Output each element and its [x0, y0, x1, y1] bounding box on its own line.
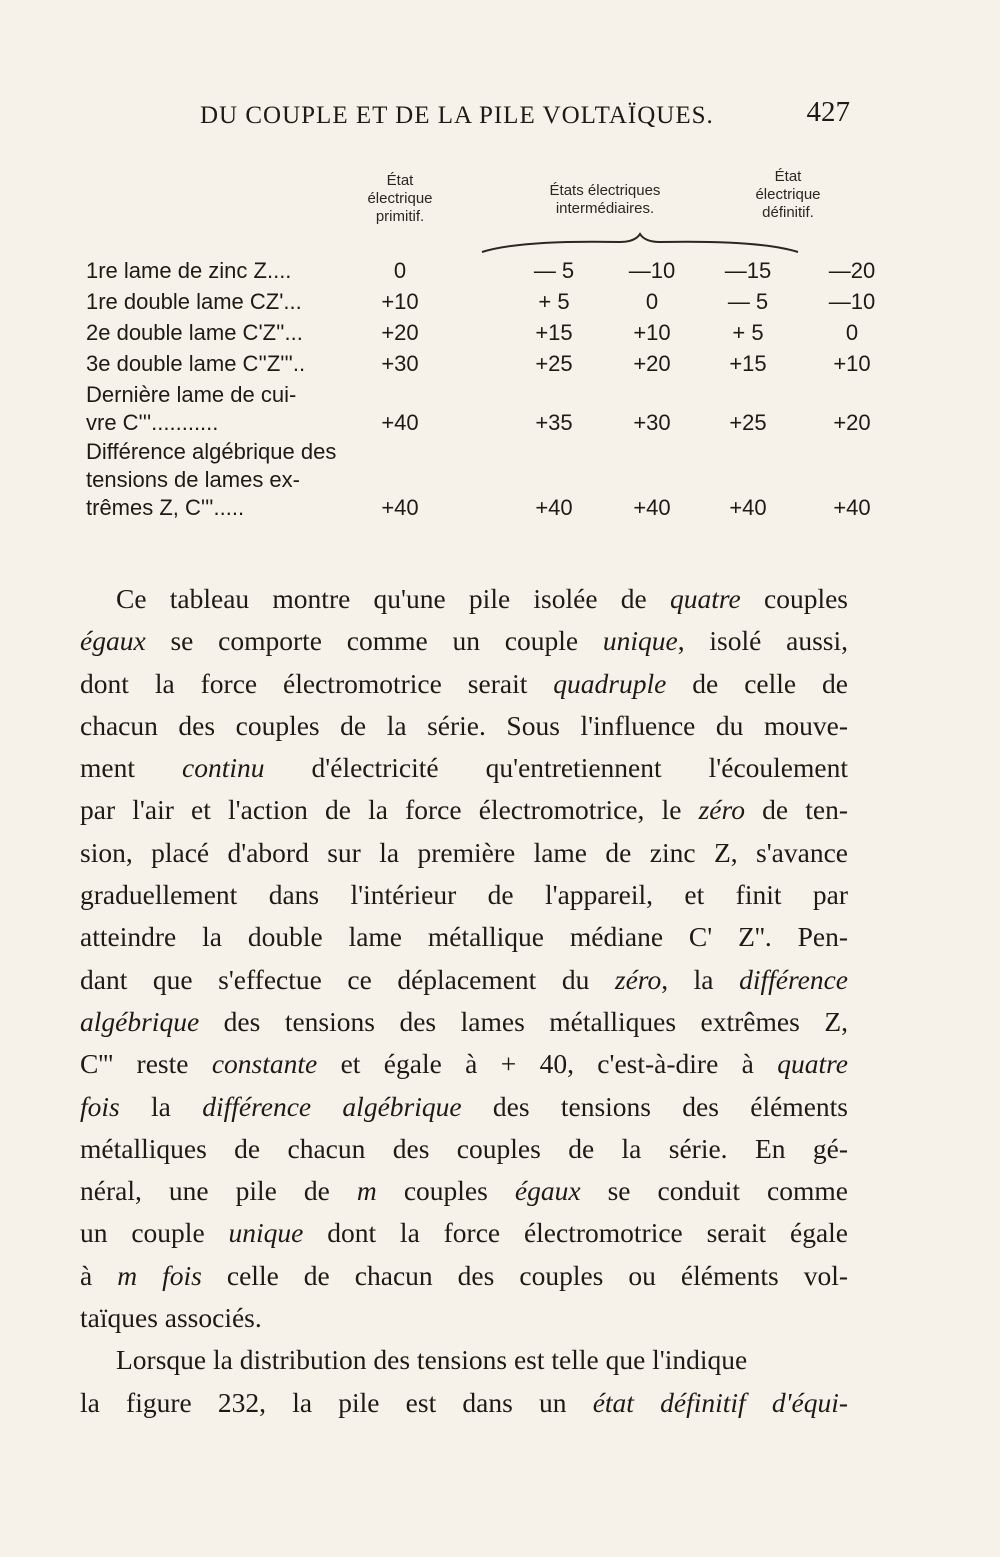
table-cell: —15 [724, 258, 772, 283]
col-head-primitif [340, 172, 460, 226]
italic-run: égaux [514, 1175, 581, 1207]
text-run: de ten- [744, 794, 848, 826]
text-run: la figure 232, la pile est dans un [80, 1386, 593, 1418]
italic-run: zéro [698, 794, 745, 826]
text-line [80, 705, 848, 747]
table-cell: +40 [535, 495, 573, 520]
text-line [80, 1086, 848, 1128]
text-line [80, 1297, 848, 1339]
text-line [80, 620, 848, 662]
italic-run: fois [80, 1090, 120, 1122]
italic-run: état définitif d'équi- [592, 1386, 849, 1418]
text-run: couples [740, 583, 848, 614]
text-run: ment [80, 752, 183, 784]
text-run: dont la force électromotrice serait égale [303, 1217, 848, 1249]
table-cell: —10 [628, 258, 676, 283]
table-cell: +10 [833, 351, 871, 376]
row-label: vre C'''........... [86, 410, 219, 435]
row-label: Différence algébrique des [86, 439, 337, 464]
col-head-line: État [774, 168, 802, 185]
italic-run: égaux [80, 625, 146, 657]
italic-run: unique [228, 1217, 304, 1249]
text-line [80, 1170, 848, 1212]
text-run: Lorsque la distribution des tensions est telle que l'indique [116, 1344, 748, 1376]
col-head-line: États électriques [549, 182, 661, 199]
table-cell: +20 [833, 410, 871, 435]
page-number: 427 [806, 96, 850, 128]
text-run: celle de chacun des couples ou éléments vol- [201, 1259, 848, 1291]
row-label: Dernière lame de cui- [86, 382, 297, 407]
paragraph [80, 1339, 848, 1424]
table-cell: +15 [535, 320, 573, 345]
table-cell: +40 [633, 495, 671, 520]
brace-icon [480, 232, 800, 256]
text-run: sion, placé d'abord sur la première lame de zinc Z, s'avance [80, 836, 848, 868]
col-head-line: définitif. [762, 204, 814, 221]
text-line [80, 1255, 848, 1297]
text-run: , isolé aussi, [677, 625, 848, 657]
text-run: C''' reste [80, 1048, 212, 1080]
table-cell: +35 [535, 410, 573, 435]
col-head-definitif [728, 168, 848, 222]
text-run: des tensions des lames métalliques extrêmes Z, [199, 1005, 848, 1037]
text-run: de celle de [666, 667, 849, 699]
text-run: , la [661, 963, 740, 995]
italic-run: zéro [614, 963, 662, 995]
table-cell: +15 [729, 351, 767, 376]
text-run: se comporte comme un couple [145, 625, 603, 657]
table-cell: — 5 [727, 289, 769, 314]
text-run: par l'air et l'action de la force électromotrice, le [80, 794, 699, 826]
table-cell: +20 [381, 320, 419, 345]
text-line [80, 789, 848, 831]
table-cell: +40 [381, 410, 419, 435]
text-line [80, 959, 848, 1001]
text-run: Ce tableau montre qu'une pile isolée de [116, 583, 670, 614]
table-cell: +40 [833, 495, 871, 520]
italic-run: différence algébrique [202, 1090, 462, 1122]
running-title: DU COUPLE ET DE LA PILE VOLTAÏQUES. [200, 102, 714, 129]
col-head-line: État [386, 172, 414, 189]
text-run: couples [376, 1175, 515, 1207]
italic-run: quadruple [553, 667, 667, 699]
text-run: la [119, 1090, 203, 1122]
text-line [80, 874, 848, 916]
table-cell: +40 [729, 495, 767, 520]
text-run: se conduit comme [580, 1175, 849, 1207]
text-run: graduellement dans l'intérieur de l'appareil, et finit par [80, 879, 848, 911]
table-cell: —10 [828, 289, 876, 314]
text-line [80, 1001, 848, 1043]
text-run: d'électricité qu'entretiennent l'écoulement [264, 752, 848, 784]
col-head-line: électrique [367, 190, 433, 207]
table-cell: +25 [729, 410, 767, 435]
row-label: 3e double lame C''Z'''.. [86, 351, 306, 376]
text-line [80, 1382, 848, 1424]
text-run: et égale à + 40, c'est-à-dire à [317, 1048, 778, 1080]
text-run: dont la force électromotrice serait [80, 667, 554, 699]
text-run: un couple [80, 1217, 229, 1249]
text-line [80, 1339, 848, 1381]
table-cell: +30 [633, 410, 671, 435]
text-run: dant que s'effectue ce déplacement du [80, 963, 615, 995]
col-head-line: électrique [755, 186, 821, 203]
paragraph [80, 578, 848, 1339]
italic-run: quatre [777, 1048, 848, 1080]
italic-run: unique [602, 625, 678, 657]
text-line [80, 1043, 848, 1085]
table-cell: +25 [535, 351, 573, 376]
text-line [80, 916, 848, 958]
col-head-line: primitif. [375, 208, 425, 225]
row-label: 2e double lame C'Z''... [86, 320, 303, 345]
text-line [80, 578, 848, 620]
table-cell: — 5 [533, 258, 575, 283]
italic-run: m [356, 1175, 377, 1207]
italic-run: quatre [669, 583, 741, 614]
text-line [80, 832, 848, 874]
text-run: néral, une pile de [80, 1175, 357, 1207]
italic-run: constante [211, 1048, 318, 1080]
table-cell: + 5 [538, 289, 570, 314]
table-cell: +10 [381, 289, 419, 314]
text-line [80, 663, 848, 705]
row-label: 1re double lame CZ'... [86, 289, 302, 314]
body-text [80, 578, 848, 1424]
table-cell: +20 [633, 351, 671, 376]
table-cell: + 5 [732, 320, 764, 345]
table-cell: +10 [633, 320, 671, 345]
table-cell: +30 [381, 351, 419, 376]
table-cell: —20 [828, 258, 876, 283]
text-run: chacun des couples de la série. Sous l'influence du mouve- [80, 709, 848, 741]
italic-run: m fois [117, 1259, 202, 1291]
row-label: tensions de lames ex- [86, 467, 300, 492]
table-cell: +40 [381, 495, 419, 520]
italic-run: continu [182, 752, 265, 784]
text-run: des tensions des éléments [461, 1090, 848, 1122]
italic-run: différence [739, 963, 848, 995]
row-label: 1re lame de zinc Z.... [86, 258, 292, 283]
text-run: taïques associés. [80, 1302, 262, 1334]
table-cell: 0 [645, 289, 659, 314]
col-head-intermediaires [490, 182, 720, 218]
text-line [80, 1212, 848, 1254]
text-run: métalliques de chacun des couples de la série. En gé- [80, 1132, 848, 1164]
table-cell: 0 [393, 258, 407, 283]
italic-run: algébrique [80, 1005, 200, 1037]
text-line [80, 747, 848, 789]
table-cell: 0 [845, 320, 859, 345]
text-run: atteindre la double lame métallique médiane C' Z''. Pen- [80, 921, 848, 953]
col-head-line: intermédiaires. [555, 200, 655, 217]
text-line [80, 1128, 848, 1170]
text-run: à [80, 1259, 118, 1291]
page-header [200, 96, 850, 136]
row-label: trêmes Z, C'''..... [86, 495, 245, 520]
